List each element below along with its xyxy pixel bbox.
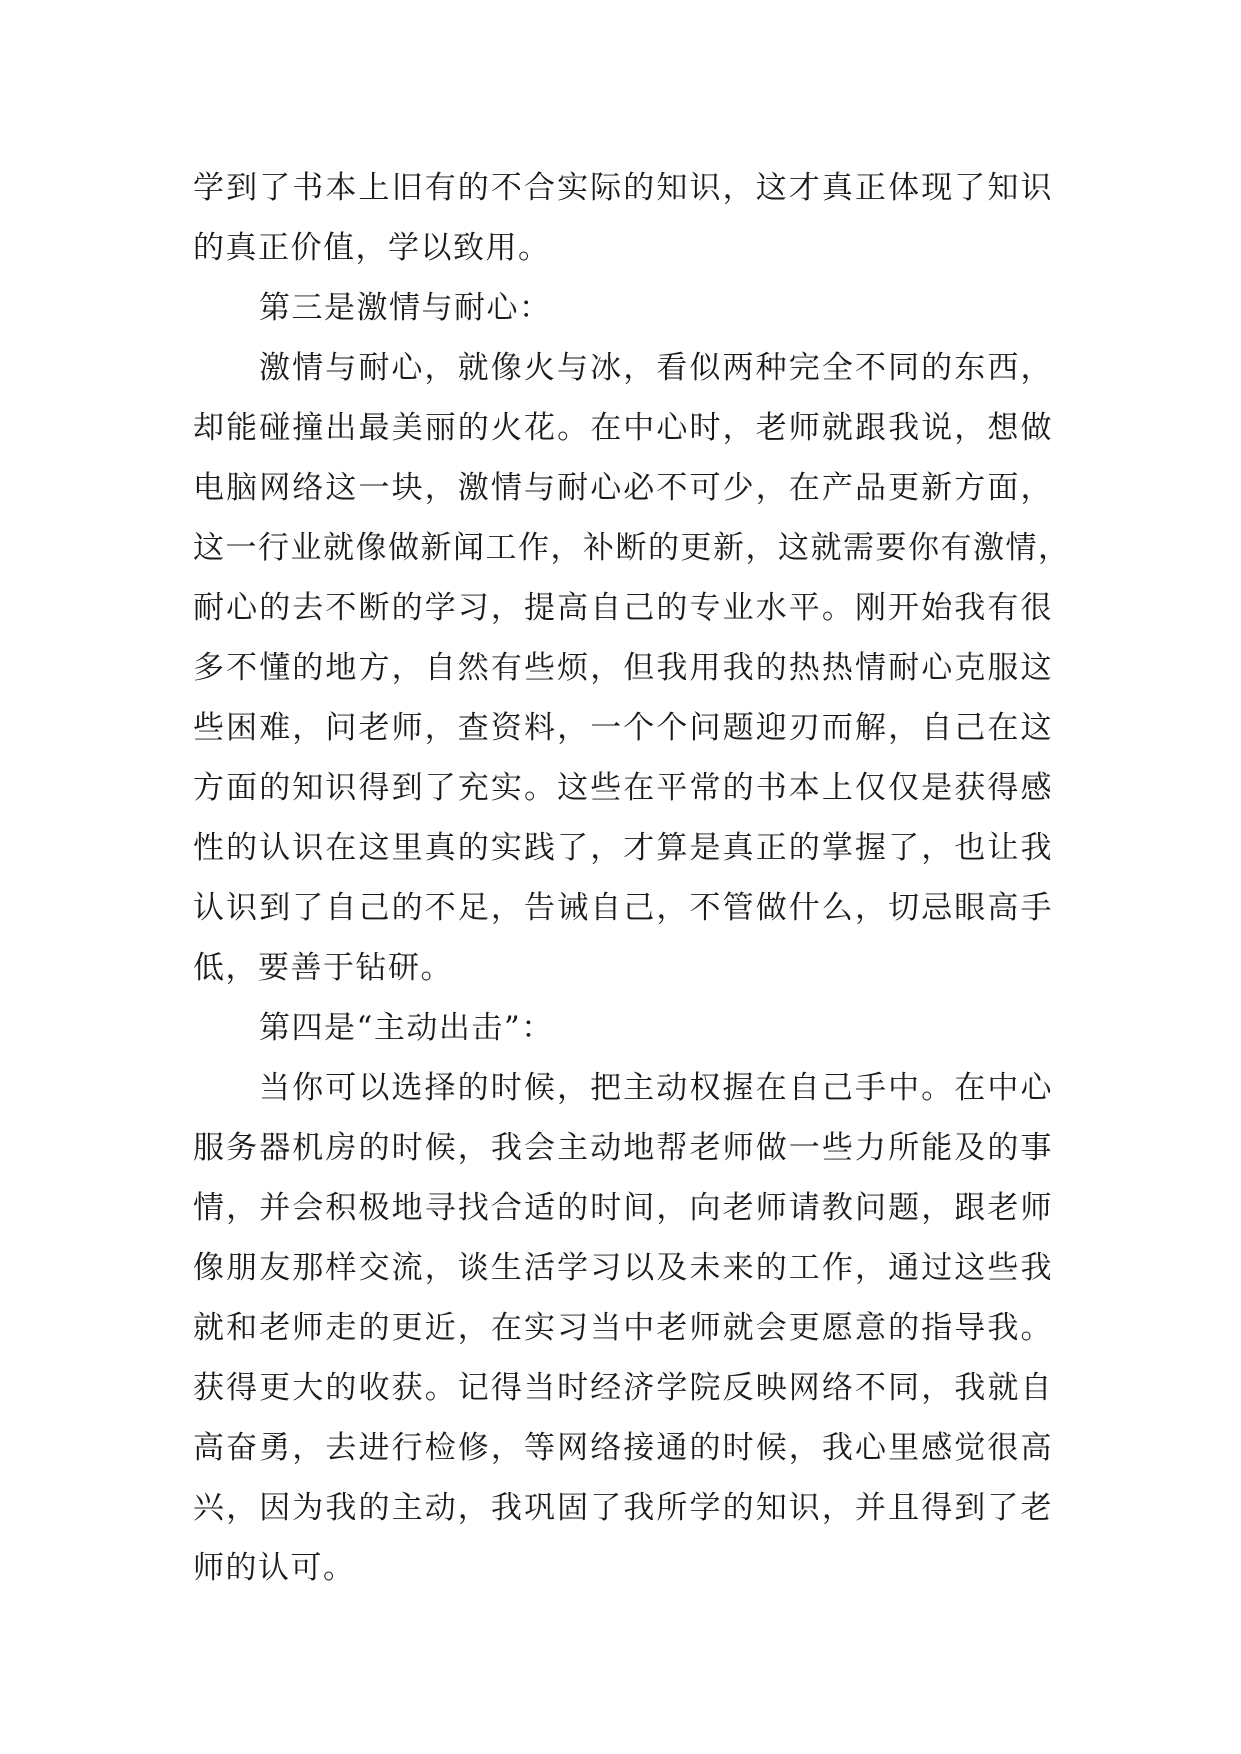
text-line: 的真正价值，学以致用。 [193,230,551,266]
text-line: 性的认识在这里真的实践了，才算是真正的掌握了，也让我 [193,830,1053,866]
text-line: 激情与耐心，就像火与冰，看似两种完全不同的东西， [259,350,1053,386]
text-line: 第三是激情与耐心： [259,290,552,326]
paragraph [193,1058,1053,1598]
body-text [193,158,1071,1598]
text-line: 些困难，问老师，查资料，一个个问题迎刃而解，自己在这 [193,710,1053,746]
text-line: 方面的知识得到了充实。这些在平常的书本上仅仅是获得感 [193,770,1053,806]
text-line: 耐心的去不断的学习，提高自己的专业水平。刚开始我有很 [193,590,1053,626]
paragraph [193,158,1053,278]
section-heading [193,278,1053,338]
text-line: 获得更大的收获。记得当时经济学院反映网络不同，我就自 [193,1370,1053,1406]
text-line: 电脑网络这一块，激情与耐心必不可少，在产品更新方面， [193,470,1053,506]
paragraph [193,338,1071,998]
text-line: 当你可以选择的时候，把主动权握在自己手中。在中心 [259,1070,1053,1106]
text-line: 服务器机房的时候，我会主动地帮老师做一些力所能及的事 [193,1130,1053,1166]
text-line: 师的认可。 [193,1550,356,1586]
text-line: 像朋友那样交流，谈生活学习以及未来的工作，通过这些我 [193,1250,1053,1286]
text-line: 情，并会积极地寻找合适的时间，向老师请教问题，跟老师 [193,1190,1053,1226]
text-line: 就和老师走的更近，在实习当中老师就会更愿意的指导我。 [193,1310,1053,1346]
text-line: 高奋勇，去进行检修，等网络接通的时候，我心里感觉很高 [193,1430,1053,1466]
text-line: 第四是“主动出击”： [259,1010,554,1046]
text-line: 兴，因为我的主动，我巩固了我所学的知识，并且得到了老 [193,1490,1053,1526]
text-line: 低，要善于钻研。 [193,950,453,986]
section-heading [193,998,1053,1058]
text-line: 认识到了自己的不足，告诫自己，不管做什么，切忌眼高手 [193,890,1053,926]
text-line: 学到了书本上旧有的不合实际的知识，这才真正体现了知识 [193,170,1053,206]
text-line: 却能碰撞出最美丽的火花。在中心时，老师就跟我说，想做 [193,410,1053,446]
text-line: 多不懂的地方，自然有些烦，但我用我的热热情耐心克服这 [193,650,1053,686]
text-line: 这一行业就像做新闻工作，补断的更新，这就需要你有激情， [193,530,1071,566]
